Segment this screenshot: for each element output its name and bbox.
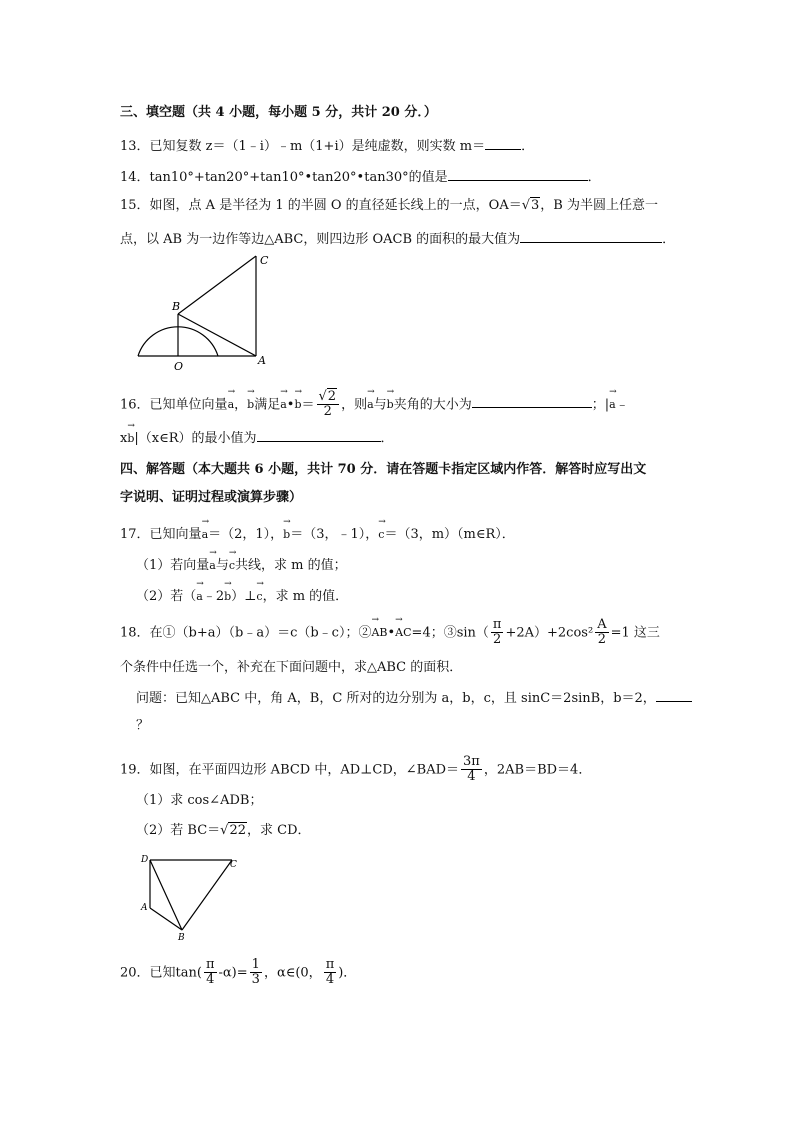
q15-number: 15．: [120, 198, 150, 213]
q16-answer-blank-1[interactable]: [472, 395, 592, 408]
q17-p1-text-c: 共线，求 m 的值；: [235, 558, 347, 573]
q15-text-line2: 点，以 AB 为一边作等边△ABC，则四边形 OACB 的面积的最大值为: [120, 232, 521, 247]
vector-b: → b: [127, 426, 134, 445]
q16-answer-blank-2[interactable]: [257, 429, 381, 442]
vector-a: → a: [209, 553, 216, 572]
q17-text-4: ＝（3，m）（m∈R）．: [384, 527, 515, 542]
minus: ﹣: [615, 397, 629, 413]
section-4-title-text-2: 字说明、证明过程或演算步骤）: [120, 490, 303, 505]
q20-text-3: ，α∈(0，: [263, 965, 322, 981]
question-18-line-4: [136, 718, 149, 734]
vector-AC: → AC: [395, 620, 411, 639]
q18-text-1: 在①（b+a）（b﹣a）＝c（b﹣c）；②: [149, 625, 372, 641]
equals: ＝: [301, 397, 315, 413]
q17-p2-text-a: （2）若（: [136, 589, 197, 604]
sqrt-symbol: √: [318, 389, 327, 404]
label-O: O: [174, 360, 184, 372]
numerator-pi: π: [205, 957, 215, 972]
q17-p1-text-a: （1）若向量: [136, 558, 210, 573]
q16-end: ．: [380, 431, 394, 446]
question-19: [120, 755, 591, 785]
question-20: [120, 958, 356, 988]
numerator-1: 1: [251, 957, 260, 972]
vector-b: → b: [294, 392, 301, 411]
fraction-3pi-over-4: [461, 755, 482, 785]
q15-figure: [130, 250, 280, 372]
sqrt-symbol: √: [521, 198, 531, 213]
q17-p1-text-b: 与: [215, 558, 229, 573]
q19-figure: [138, 850, 248, 942]
sqrt-symbol: √: [220, 823, 229, 838]
q19-p2-text-b: ，求 CD．: [247, 823, 311, 838]
sqrt-2: 2: [327, 389, 337, 404]
label-B: B: [172, 300, 181, 313]
q17-text-1: 已知向量: [149, 527, 202, 542]
q15-text-b: ，B 为半圆上任意一: [540, 198, 658, 213]
q13-answer-blank[interactable]: [485, 137, 521, 150]
question-13: [120, 137, 534, 155]
q16-text-8: 夹角的大小为: [393, 397, 472, 413]
question-18-line-1: [120, 618, 660, 648]
vector-a: → a: [280, 392, 287, 411]
vector-c: → c: [229, 553, 235, 572]
q16-text-9: ；|: [591, 397, 610, 413]
q18-question-mark: ？: [136, 718, 150, 733]
label-B: B: [178, 933, 185, 942]
q17-p2-text-d: ，求 m 的值．: [262, 589, 349, 604]
question-14: [120, 168, 601, 186]
label-A: A: [258, 354, 266, 367]
vector-a: → a: [367, 392, 374, 411]
segment-BC: [178, 256, 256, 314]
question-18-line-3: [136, 689, 692, 707]
question-17-part-1: [136, 553, 347, 574]
vector-a: → a: [228, 392, 235, 411]
vector-a: → a: [609, 392, 616, 411]
fraction-1-over-3: [250, 958, 262, 988]
segment-BA: [178, 314, 256, 356]
vector-b: → b: [387, 392, 394, 411]
denominator-4: 4: [325, 972, 335, 988]
label-C: C: [260, 254, 269, 267]
fraction-A-over-2: [595, 618, 608, 648]
label-C: C: [230, 860, 237, 870]
q13-end: ．: [521, 139, 535, 154]
q20-number: 20．: [120, 965, 150, 981]
dot-operator: •: [387, 625, 396, 641]
q16-text-6: ，则: [341, 397, 368, 413]
section-4-title-line-1: [120, 462, 646, 478]
q17-text-2: ＝（2，1），: [208, 527, 284, 542]
numerator-A: A: [597, 617, 607, 632]
numerator-3pi: 3π: [463, 754, 480, 769]
segment-BC: [182, 860, 232, 930]
q17-text-3: ＝（3，﹣1），: [290, 527, 379, 542]
variable-x: x: [120, 431, 128, 446]
fraction-pi-over-4: [204, 958, 217, 988]
vector-b: → b: [247, 392, 254, 411]
question-19-part-1: [136, 793, 262, 809]
q14-answer-blank[interactable]: [448, 168, 588, 181]
vector-c: → c: [378, 522, 384, 541]
q20-text-4: )．: [338, 965, 357, 981]
sqrt-22: 22: [229, 823, 246, 838]
question-15-line-2: [120, 230, 675, 248]
q16-number: 16．: [120, 397, 150, 413]
fraction-pi-over-2: [491, 618, 504, 648]
section-3-title: [120, 105, 437, 121]
q18-text-2: =4；③sin（: [411, 625, 489, 641]
q19-number: 19．: [120, 762, 150, 778]
q18-number: 18．: [120, 625, 150, 641]
q15-end: ．: [662, 232, 676, 247]
vector-AB: → AB: [371, 620, 387, 639]
q18-text-line2: 个条件中任选一个，补充在下面问题中，求△ABC 的面积．: [120, 660, 463, 675]
dot-operator: •: [286, 397, 295, 413]
q18-text-line3: 问题：已知△ABC 中，角 A，B，C 所对的边分别为 a，b，c，且 sinC＝2sinB，b＝2，: [136, 691, 656, 706]
section-4-title-text-1: 四、解答题（本大题共 6 小题，共计 70 分．请在答题卡指定区域内作答．解答时应写出文: [120, 462, 647, 477]
denominator-2: 2: [597, 632, 607, 648]
numerator-pi: π: [325, 957, 335, 972]
denominator-4: 4: [467, 769, 476, 785]
label-A: A: [141, 903, 148, 913]
q19-text-1: 如图，在平面四边形 ABCD 中，AD⊥CD，∠BAD＝: [149, 762, 460, 778]
q15-answer-blank[interactable]: [520, 230, 662, 243]
q14-number: 14．: [120, 170, 150, 185]
section-3-title-text: 三、填空题（共 4 小题，每小题 5 分，共计 20 分．）: [120, 105, 437, 120]
vector-b: → b: [224, 584, 231, 603]
q16-text-line2: |（x∈R）的最小值为: [134, 431, 257, 446]
vector-a: → a: [202, 522, 209, 541]
section-4-title-line-2: [120, 490, 302, 506]
q16-text-7: 与: [373, 397, 387, 413]
question-17-part-2: [136, 584, 348, 605]
fraction-sqrt2-over-2: [317, 390, 340, 420]
question-19-part-2: [136, 823, 311, 839]
q14-end: ．: [587, 170, 601, 185]
denominator-3: 3: [251, 972, 260, 988]
vector-b: → b: [283, 522, 290, 541]
denominator-2: 2: [493, 632, 502, 648]
question-18-line-2: [120, 660, 462, 676]
q19-text-2: ，2AB＝BD＝4．: [483, 762, 592, 778]
denominator: 2: [323, 404, 332, 420]
q18-condition-blank[interactable]: [656, 689, 692, 702]
q14-text: tan10°+tan20°+tan10°•tan20°•tan30°的值是: [149, 170, 448, 185]
fraction-pi-over-4: [324, 958, 337, 988]
label-D: D: [141, 855, 149, 865]
q16-text-1: 已知单位向量: [149, 397, 228, 413]
q20-text-2: -α)=: [218, 965, 248, 981]
question-16-line-1: [120, 390, 629, 420]
denominator-4: 4: [206, 972, 215, 988]
q17-p2-text-b: ﹣2: [202, 589, 225, 604]
numerator-pi: π: [492, 617, 502, 632]
question-15-line-1: [120, 198, 658, 214]
q19-p2-text-a: （2）若 BC＝: [136, 823, 221, 838]
question-16-line-2: [120, 426, 394, 447]
q18-text-3: +2A）+2cos²: [505, 625, 594, 641]
vector-a: → a: [196, 584, 203, 603]
q16-text-2: ，: [234, 397, 248, 413]
q17-p2-text-c: ）⊥: [231, 589, 257, 604]
q13-text: 已知复数 z＝（1﹣i）﹣m（1+i）是纯虚数，则实数 m＝: [149, 139, 486, 154]
vector-c: → c: [256, 584, 262, 603]
q15-sqrt-3: 3: [531, 198, 540, 213]
q16-text-3: 满足: [254, 397, 281, 413]
q17-number: 17．: [120, 527, 150, 542]
question-17: [120, 522, 515, 543]
q18-text-4: =1 这三: [610, 625, 660, 641]
q19-p1-text: （1）求 cos∠ADB；: [136, 793, 263, 808]
q13-number: 13．: [120, 139, 150, 154]
q20-text-1: 已知tan(: [149, 965, 202, 981]
q15-text-a: 如图，点 A 是半径为 1 的半圆 O 的直径延长线上的一点，OA＝: [149, 198, 522, 213]
